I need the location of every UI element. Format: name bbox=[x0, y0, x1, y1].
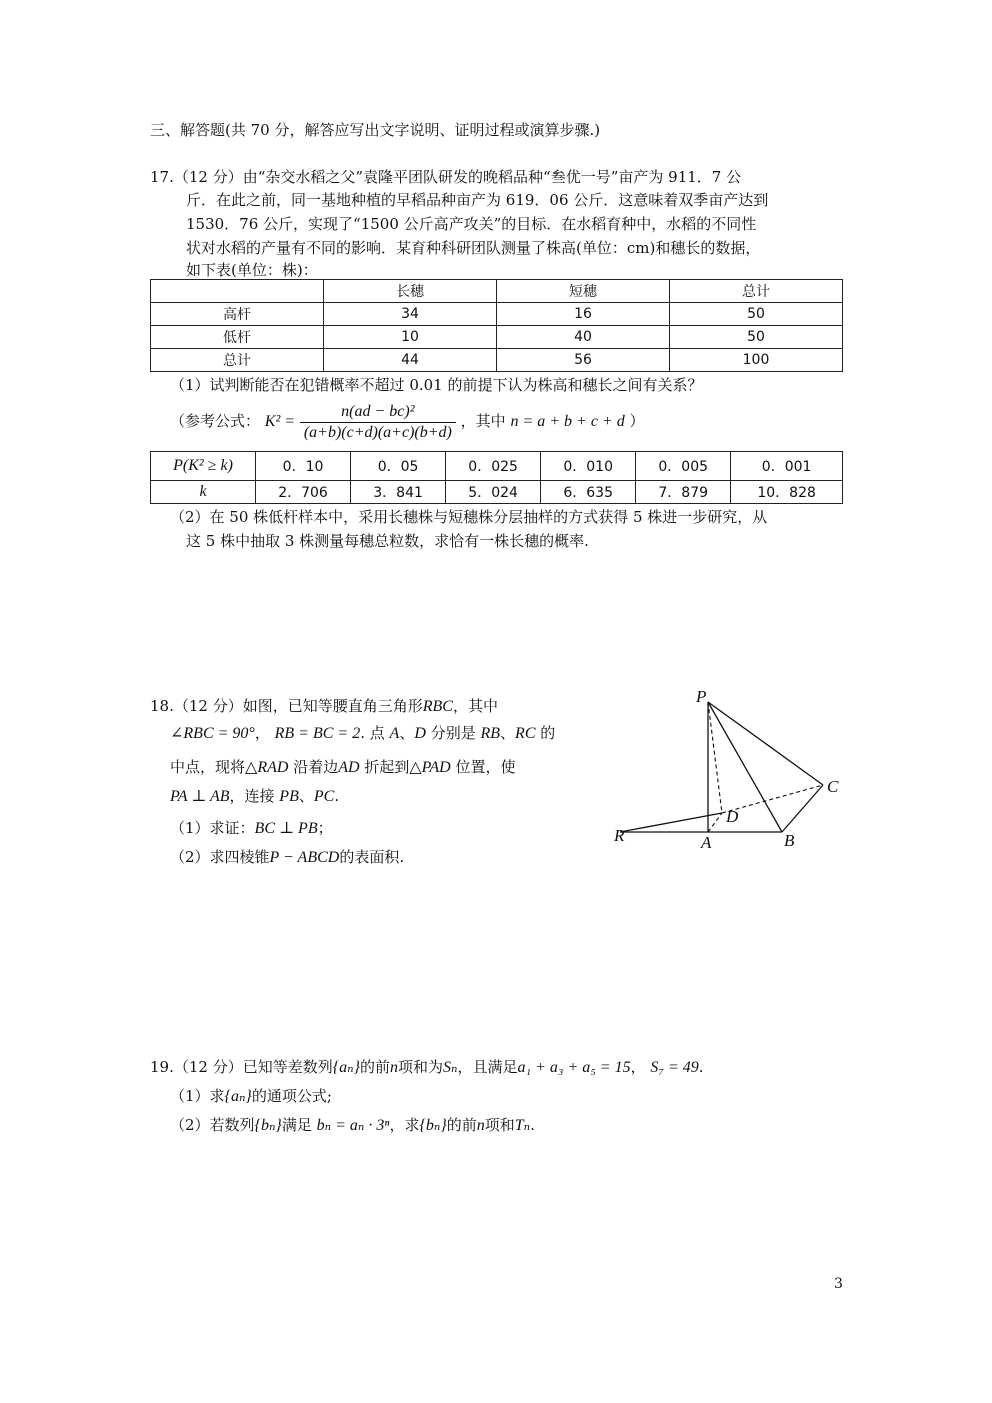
math-bn-definition: bₙ = aₙ · 3ⁿ bbox=[316, 1117, 390, 1134]
q17-part-1: （1）试判断能否在犯错概率不超过 0.01 的前提下认为株高和穗长之间有关系？ bbox=[170, 376, 703, 394]
text: ； bbox=[317, 819, 333, 837]
q19-text-line-1 bbox=[150, 1056, 704, 1079]
text: 、 bbox=[399, 724, 415, 742]
label-r: R bbox=[614, 826, 625, 845]
table-cell: 10 bbox=[324, 326, 497, 349]
table-cell: 0．025 bbox=[446, 452, 541, 481]
formula-prefix: （参考公式： bbox=[170, 412, 261, 430]
text: ，连接 bbox=[229, 787, 275, 805]
text: 的前 bbox=[446, 1116, 477, 1134]
text: 的通项公式; bbox=[251, 1087, 332, 1105]
math-rb: RB bbox=[480, 725, 501, 742]
edge-pd bbox=[708, 702, 722, 813]
pyramid-figure bbox=[600, 680, 860, 855]
math-ad: AD bbox=[338, 759, 360, 776]
math-an-set: {aₙ} bbox=[224, 1088, 252, 1105]
formula-close: ） bbox=[629, 412, 645, 430]
edge-pc bbox=[708, 702, 823, 785]
contingency-table bbox=[150, 279, 843, 372]
table-cell: 44 bbox=[324, 349, 497, 372]
text: 的 bbox=[540, 724, 556, 742]
table-row bbox=[151, 349, 843, 372]
q18-text-line-4 bbox=[170, 785, 339, 808]
label-d: D bbox=[726, 807, 739, 826]
formula-denominator: (a+b)(c+d)(a+c)(b+d) bbox=[303, 423, 452, 441]
table-cell: 6．635 bbox=[541, 481, 636, 504]
text: ， bbox=[254, 724, 270, 742]
table-cell: 高杆 bbox=[151, 303, 324, 326]
text: 项和为 bbox=[398, 1058, 444, 1076]
table-cell: 0．010 bbox=[541, 452, 636, 481]
q18-text-line-1 bbox=[150, 695, 498, 718]
math-bn-set: {bₙ} bbox=[254, 1117, 282, 1134]
math-sn: Sₙ bbox=[443, 1059, 458, 1076]
text: （1）求证： bbox=[170, 819, 255, 837]
table-header-cell: 短穗 bbox=[497, 280, 670, 303]
text: 、 bbox=[500, 724, 516, 742]
math-pyramid: P − ABCD bbox=[269, 849, 340, 866]
table-cell: 低杆 bbox=[151, 326, 324, 349]
formula-numerator: n(ad − bc)² bbox=[300, 403, 456, 423]
formula-n-definition: n = a + b + c + d bbox=[510, 413, 625, 430]
table-cell: 40 bbox=[497, 326, 670, 349]
label-p: P bbox=[696, 687, 707, 706]
text: 的前 bbox=[360, 1058, 391, 1076]
table-row bbox=[151, 481, 843, 504]
math-s7: S₇ = 49 bbox=[650, 1059, 699, 1076]
q17-text-line-4: 状对水稻的产量有不同的影响．某育种科研团队测量了株高(单位：cm)和穗长的数据， bbox=[186, 239, 761, 257]
math-angle: ∠RBC = 90° bbox=[170, 725, 255, 742]
text: ，且满足 bbox=[457, 1058, 518, 1076]
text: 满足 bbox=[281, 1116, 312, 1134]
q17-part-2-line-1: （2）在 50 株低杆样本中，采用长穗株与短穗株分层抽样的方式获得 5 株进一步研究，从 bbox=[170, 508, 768, 526]
math-lengths: RB = BC = 2 bbox=[274, 725, 361, 742]
q17-text-line-1: 17.（12 分）由“杂交水稻之父”袁隆平团队研发的晚稻品种“叁优一号”亩产为 911．7 公 bbox=[150, 168, 742, 186]
page-number: 3 bbox=[834, 1276, 843, 1292]
table-cell: 2．706 bbox=[256, 481, 351, 504]
text: （2）若数列 bbox=[170, 1116, 255, 1134]
q18-text-line-2 bbox=[170, 722, 555, 745]
text: . bbox=[334, 787, 340, 805]
reference-formula bbox=[170, 398, 645, 445]
q17-text-line-5: 如下表(单位：株)： bbox=[186, 261, 318, 279]
section-heading: 三、解答题(共 70 分，解答应写出文字说明、证明过程或演算步骤.) bbox=[150, 121, 601, 139]
q18-text-line-3 bbox=[170, 756, 515, 779]
formula-lhs: K² = bbox=[264, 413, 296, 430]
text: 沿着边 bbox=[293, 758, 339, 776]
text: . bbox=[698, 1058, 704, 1076]
text: ，求 bbox=[389, 1116, 420, 1134]
table-cell: 10．828 bbox=[731, 481, 843, 504]
q19-part-2 bbox=[170, 1114, 535, 1137]
q18-part-1 bbox=[170, 817, 333, 840]
table-cell: 0．001 bbox=[731, 452, 843, 481]
table-row-label: P(K² ≥ k) bbox=[151, 452, 256, 481]
text: 项和 bbox=[484, 1116, 515, 1134]
q18-part-2 bbox=[170, 846, 404, 869]
table-cell: 50 bbox=[670, 326, 843, 349]
table-row bbox=[151, 452, 843, 481]
text: 的表面积. bbox=[339, 848, 405, 866]
formula-suffix: ，其中 bbox=[460, 412, 506, 430]
critical-value-table bbox=[150, 451, 843, 504]
table-cell: 16 bbox=[497, 303, 670, 326]
math-bc-perp-pb: BC ⊥ PB bbox=[254, 820, 318, 837]
table-cell: 0．05 bbox=[351, 452, 446, 481]
math-a: A bbox=[389, 725, 400, 742]
table-cell: 100 bbox=[670, 349, 843, 372]
text: ， bbox=[630, 1058, 646, 1076]
text: 18.（12 分）如图，已知等腰直角三角形 bbox=[150, 697, 423, 715]
table-header-cell bbox=[151, 280, 324, 303]
table-row bbox=[151, 303, 843, 326]
table-row bbox=[151, 326, 843, 349]
label-b: B bbox=[784, 831, 795, 850]
math-an-set: {aₙ} bbox=[332, 1059, 360, 1076]
math-tn: Tₙ bbox=[514, 1117, 531, 1134]
text: 位置，使 bbox=[455, 758, 516, 776]
math-d: D bbox=[414, 725, 426, 742]
text: （2）求四棱锥 bbox=[170, 848, 270, 866]
text: . bbox=[530, 1116, 535, 1134]
table-header-cell: 总计 bbox=[670, 280, 843, 303]
table-cell: 50 bbox=[670, 303, 843, 326]
math-bn-set: {bₙ} bbox=[419, 1117, 447, 1134]
table-cell: 34 bbox=[324, 303, 497, 326]
table-header-cell: 长穗 bbox=[324, 280, 497, 303]
edge-pb bbox=[708, 702, 782, 832]
text: （1）求 bbox=[170, 1087, 225, 1105]
text: 中点，现将 bbox=[170, 758, 246, 776]
figure-edges bbox=[620, 702, 823, 832]
math-n: n bbox=[390, 1059, 399, 1076]
math-n: n bbox=[476, 1117, 485, 1134]
table-cell: 3．841 bbox=[351, 481, 446, 504]
table-cell: 0．10 bbox=[256, 452, 351, 481]
math-pb: PB bbox=[279, 788, 299, 805]
table-cell: 7．879 bbox=[636, 481, 731, 504]
label-c: C bbox=[827, 777, 839, 796]
table-cell: 0．005 bbox=[636, 452, 731, 481]
math-triangle-pad: △PAD bbox=[409, 759, 451, 776]
math-pc: PC bbox=[313, 788, 335, 805]
table-cell: 总计 bbox=[151, 349, 324, 372]
math-rbc: RBC bbox=[422, 698, 453, 715]
math-triangle-rad: △RAD bbox=[245, 759, 289, 776]
formula-fraction bbox=[300, 403, 456, 442]
q17-text-line-3: 1530．76 公斤，实现了“1500 公斤高产攻关”的目标．在水稻育种中，水稻的不同性 bbox=[186, 215, 757, 233]
text: 19.（12 分）已知等差数列 bbox=[150, 1058, 333, 1076]
q19-part-1 bbox=[170, 1085, 332, 1108]
text: 折起到 bbox=[364, 758, 410, 776]
edge-bc bbox=[782, 785, 823, 832]
q17-text-line-2: 斤．在此之前，同一基地种植的早稻品种亩产为 619．06 公斤．这意味着双季亩产达到 bbox=[186, 191, 769, 209]
label-a: A bbox=[701, 833, 712, 852]
text: . 点 bbox=[360, 724, 385, 742]
table-cell: 56 bbox=[497, 349, 670, 372]
text: 、 bbox=[298, 787, 314, 805]
q17-part-2-line-2: 这 5 株中抽取 3 株测量每穗总粒数，求恰有一株长穗的概率. bbox=[186, 532, 589, 550]
text: ，其中 bbox=[452, 697, 498, 715]
table-header-row bbox=[151, 280, 843, 303]
text: 分别是 bbox=[430, 724, 476, 742]
math-sum-condition: a₁ + a₃ + a₅ = 15 bbox=[517, 1059, 631, 1076]
table-row-label: k bbox=[151, 481, 256, 504]
table-cell: 5．024 bbox=[446, 481, 541, 504]
edge-rd bbox=[620, 813, 722, 832]
math-rc: RC bbox=[515, 725, 536, 742]
math-pa-perp-ab: PA ⊥ AB bbox=[170, 788, 230, 805]
